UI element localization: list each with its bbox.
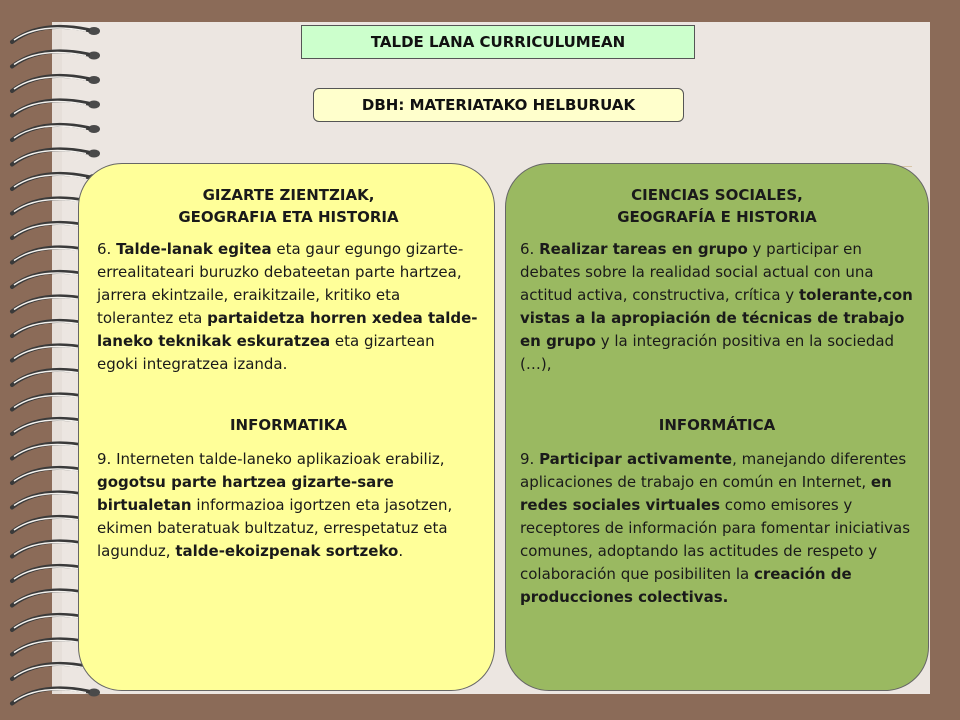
spiral-ring-icon	[12, 688, 100, 703]
spiral-ring-icon	[12, 125, 100, 140]
objective-number: 9.	[97, 450, 117, 468]
spiral-ring-icon	[12, 76, 100, 91]
subject-title-line1: GIZARTE ZIENTZIAK,	[202, 186, 375, 204]
objective-text: eta gizartean egoki integratzea izanda.	[97, 332, 435, 373]
objective-text: eta gaur egungo gizarte-errealitateari buruzko debateetan parte hartzea, jarrera ekintzaile, eraikitzaile, kritiko eta tolerantez eta	[97, 240, 464, 327]
objective-emphasis: talde-ekoizpenak sortzeko	[175, 542, 399, 560]
objective-text: y participar en debates sobre la realidad social actual con una actitud activa, constructiva, crítica y	[520, 240, 874, 304]
section-title: INFORMÁTICA	[658, 416, 776, 434]
spanish-objectives-panel	[505, 163, 929, 691]
objective-emphasis: partaidetza horren xedea talde-laneko teknikak eskuratzea	[97, 309, 478, 350]
objective-emphasis: en redes sociales virtuales	[520, 473, 892, 514]
objective-text: y la integración positiva en la sociedad (…),	[520, 332, 895, 373]
objective-6-text	[97, 238, 480, 376]
spiral-ring-icon	[12, 149, 100, 164]
page-subtitle: DBH: MATERIATAKO HELBURUAK	[313, 88, 684, 122]
objective-number: 6.	[520, 240, 540, 258]
objective-9-text	[97, 448, 480, 563]
basque-objectives-panel	[78, 163, 495, 691]
objective-emphasis: Talde-lanak egitea	[116, 240, 272, 258]
objective-emphasis: creación de producciones colectivas.	[520, 565, 852, 606]
objective-text: , manejando diferentes aplicaciones de trabajo en común en Internet,	[520, 450, 907, 491]
subject-title-line2: GEOGRAFIA ETA HISTORIA	[178, 208, 399, 226]
spiral-ring-icon	[12, 100, 100, 115]
objective-number: 9.	[520, 450, 540, 468]
objective-emphasis: Realizar tareas en grupo	[539, 240, 748, 258]
section-title: INFORMATIKA	[229, 416, 348, 434]
objective-text: .	[398, 542, 404, 560]
page-title: TALDE LANA CURRICULUMEAN	[301, 25, 695, 59]
objective-emphasis: gogotsu parte hartzea gizarte-sare birtualetan	[97, 473, 394, 514]
objective-number: 6.	[97, 240, 117, 258]
spiral-ring-icon	[12, 51, 100, 66]
subject-title	[97, 184, 480, 228]
spiral-ring-icon	[12, 27, 100, 42]
subject-title	[520, 184, 914, 228]
objective-emphasis: Participar activamente	[539, 450, 733, 468]
objective-text: como emisores y receptores de información para fomentar iniciativas comunes, adoptando las actitudes de respeto y colaboración que posibiliten la	[520, 496, 911, 583]
objective-text: informazioa igortzen eta jasotzen, ekimen bateratuak bultzatuz, errespetatuz eta lagunduz,	[97, 496, 453, 560]
objective-9-text	[520, 448, 914, 609]
objective-text: Interneten talde-laneko aplikazioak erabiliz,	[116, 450, 445, 468]
objective-6-text	[520, 238, 914, 376]
objective-emphasis: tolerante,con vistas a la apropiación de técnicas de trabajo en grupo	[520, 286, 913, 350]
subject-title-line2: GEOGRAFÍA E HISTORIA	[617, 208, 817, 226]
subject-title-line1: CIENCIAS SOCIALES,	[631, 186, 803, 204]
